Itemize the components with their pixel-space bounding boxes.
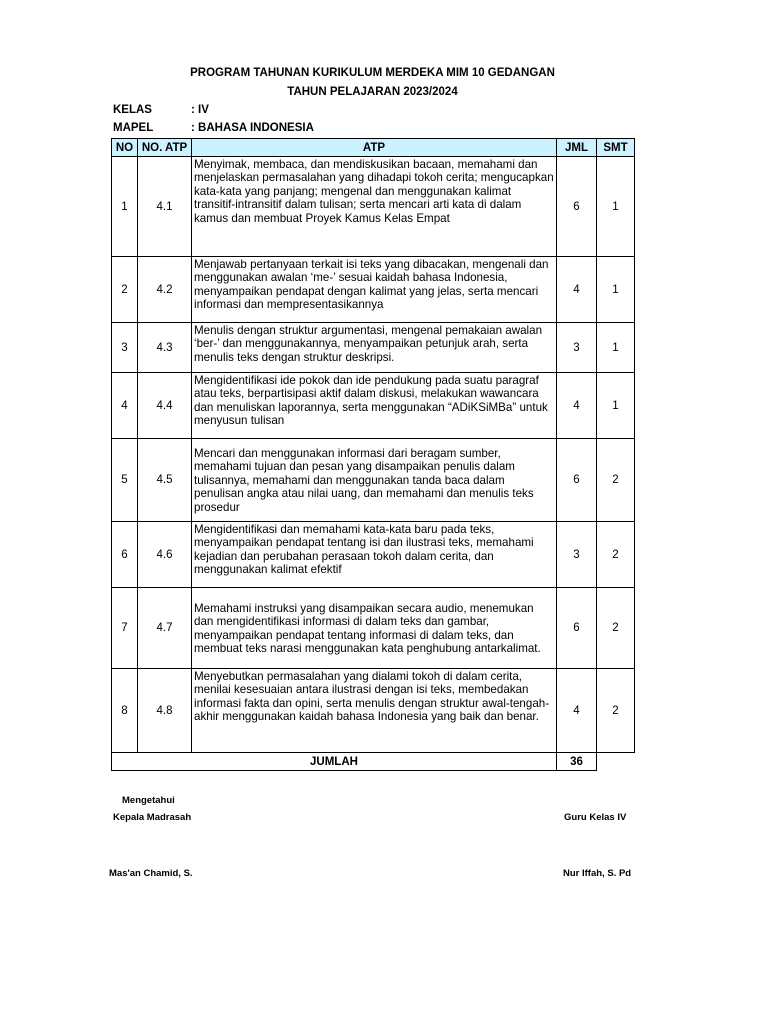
total-row (112, 753, 635, 771)
table-row (112, 588, 635, 669)
col-header-jml: JML (557, 139, 597, 157)
row-jml: 4 (557, 373, 597, 439)
row-no: 2 (112, 257, 138, 323)
table-row (112, 373, 635, 439)
row-no: 8 (112, 669, 138, 753)
guru-kelas-name: Nur Iffah, S. Pd (563, 868, 632, 879)
row-atp-text: Memahami instruksi yang disampaikan secara audio, menemukan dan mengidentifikasi informasi di dalam teks dan gambar, menyampaikan pendapat tentang informasi di dalam teks, dan membuat teks narasi menggunakan kata penghubung antarkalimat. (192, 588, 557, 669)
col-header-atp: ATP (192, 139, 557, 157)
row-no: 6 (112, 522, 138, 588)
total-value: 36 (557, 753, 597, 771)
row-smt: 2 (597, 522, 635, 588)
row-no-atp: 4.4 (138, 373, 192, 439)
row-jml: 6 (557, 439, 597, 522)
row-no-atp: 4.3 (138, 323, 192, 373)
table-row (112, 522, 635, 588)
mengetahui-label: Mengetahui (122, 795, 175, 806)
kelas-value: : IV (191, 104, 209, 116)
row-smt: 2 (597, 439, 635, 522)
mapel-value: : BAHASA INDONESIA (191, 122, 314, 134)
table-header-row (112, 139, 635, 157)
table-row (112, 257, 635, 323)
row-atp-text: Menjawab pertanyaan terkait isi teks yang dibacakan, mengenali dan menggunakan awalan ‘me-’ sesuai kaidah bahasa Indonesia, menyampaikan pendapat dengan kalimat yang jelas, serta mencari informasi dan mempresentasikannya (192, 257, 557, 323)
row-no-atp: 4.1 (138, 157, 192, 257)
row-no: 1 (112, 157, 138, 257)
table-row (112, 323, 635, 373)
row-smt: 1 (597, 373, 635, 439)
document-subtitle: TAHUN PELAJARAN 2023/2024 (287, 86, 458, 98)
row-smt: 1 (597, 157, 635, 257)
row-jml: 6 (557, 588, 597, 669)
row-smt: 1 (597, 323, 635, 373)
row-no: 4 (112, 373, 138, 439)
row-smt: 2 (597, 669, 635, 753)
kelas-label: KELAS (113, 104, 152, 116)
atp-table (111, 138, 635, 771)
row-jml: 3 (557, 522, 597, 588)
row-atp-text: Menulis dengan struktur argumentasi, mengenal pemakaian awalan ‘ber-’ dan menggunakannya, menyampaikan petunjuk arah, serta menulis teks dengan struktur deskripsi. (192, 323, 557, 373)
kepala-madrasah-label: Kepala Madrasah (113, 812, 192, 823)
row-jml: 4 (557, 257, 597, 323)
row-no: 7 (112, 588, 138, 669)
mapel-row (113, 122, 314, 134)
row-atp-text: Mengidentifikasi dan memahami kata-kata baru pada teks, menyampaikan pendapat tentang isi dan ilustrasi teks, memahami kejadian dan perubahan perasaan tokoh dalam cerita, dan menggunakan kalimat efektif (192, 522, 557, 588)
row-no-atp: 4.6 (138, 522, 192, 588)
document-title: PROGRAM TAHUNAN KURIKULUM MERDEKA MIM 10 GEDANGAN (190, 67, 555, 79)
row-no-atp: 4.7 (138, 588, 192, 669)
kepala-madrasah-name: Mas'an Chamid, S. (109, 868, 193, 879)
guru-kelas-label: Guru Kelas IV (564, 812, 627, 823)
col-header-no: NO (112, 139, 138, 157)
row-no: 5 (112, 439, 138, 522)
row-no-atp: 4.2 (138, 257, 192, 323)
row-smt: 1 (597, 257, 635, 323)
table-row (112, 439, 635, 522)
table-row (112, 157, 635, 257)
kelas-row (113, 104, 209, 116)
row-jml: 6 (557, 157, 597, 257)
col-header-no-atp: NO. ATP (138, 139, 192, 157)
total-label: JUMLAH (112, 753, 557, 771)
mapel-label: MAPEL (113, 122, 154, 134)
row-atp-text: Mencari dan menggunakan informasi dari beragam sumber, memahami tujuan dan pesan yang disampaikan penulis dalam tulisannya, memahami dan menggunakan tanda baca dalam penulisan angka atau nilai uang, dan memahami dan menulis teks prosedur (192, 439, 557, 522)
row-atp-text: Menyebutkan permasalahan yang dialami tokoh di dalam cerita, menilai kesesuaian antara ilustrasi dengan isi teks, membedakan informasi fakta dan opini, serta menulis dengan struktur awal-tengah-akhir menggunakan kaidah bahasa Indonesia yang baik dan benar. (192, 669, 557, 753)
row-smt: 2 (597, 588, 635, 669)
row-no-atp: 4.5 (138, 439, 192, 522)
table-row (112, 669, 635, 753)
col-header-smt: SMT (597, 139, 635, 157)
row-jml: 3 (557, 323, 597, 373)
total-blank-cell (597, 753, 635, 771)
row-no-atp: 4.8 (138, 669, 192, 753)
row-jml: 4 (557, 669, 597, 753)
row-atp-text: Menyimak, membaca, dan mendiskusikan bacaan, memahami dan menjelaskan permasalahan yang dihadapi tokoh cerita; mengucapkan kata-kata yang panjang; mengenal dan menggunakan kalimat transitif-intransitif dalam tulisan; serta mencari arti kata di dalam kamus dan membuat Proyek Kamus Kelas Empat (192, 157, 557, 257)
row-atp-text: Mengidentifikasi ide pokok dan ide pendukung pada suatu paragraf atau teks, berpartisipasi aktif dalam diskusi, melakukan wawancara dan menuliskan laporannya, serta menggunakan “ADiKSiMBa” untuk menyusun tulisan (192, 373, 557, 439)
row-no: 3 (112, 323, 138, 373)
